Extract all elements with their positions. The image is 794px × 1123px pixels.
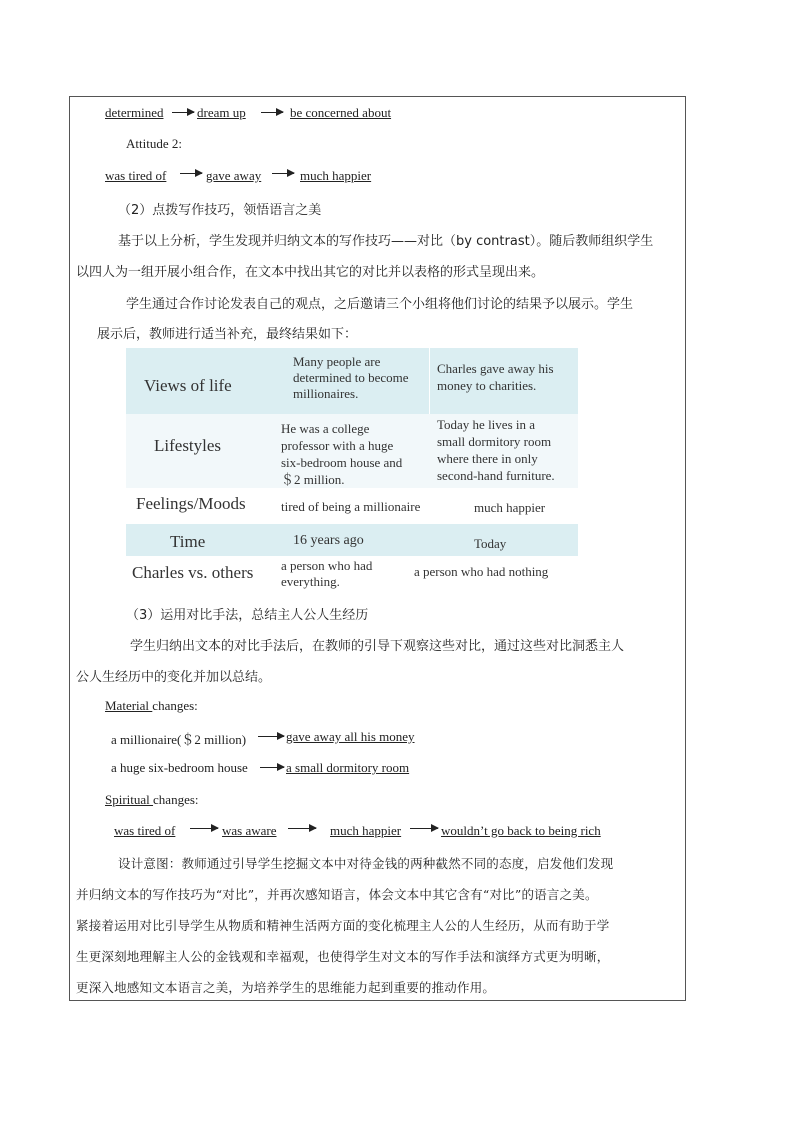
others-col1	[281, 558, 372, 590]
arrow-icon	[260, 767, 284, 768]
cell-line: six-bedroom house and	[281, 455, 403, 470]
spiritual-word: Spiritual	[105, 792, 154, 807]
views-col2	[437, 360, 554, 394]
arrow-icon	[180, 173, 202, 174]
spiritual-word-2: was aware	[222, 823, 277, 838]
attitude2-word-1: was tired of	[105, 168, 167, 183]
design-intent-line-4: 生更深刻地理解主人公的金钱观和幸福观，也使得学生对文本的写作手法和演绎方式更为明晰，	[76, 949, 610, 964]
step2-heading: （2）点拨写作技巧，领悟语言之美	[118, 203, 322, 218]
arrow-icon	[272, 173, 294, 174]
design-intent-line-1: 设计意图：教师通过引导学生挖掘文本中对待金钱的两种截然不同的态度，启发他们发现	[118, 856, 614, 871]
cell-line: money to charities.	[437, 378, 537, 393]
table-row	[126, 524, 578, 556]
material-word: Material	[105, 698, 153, 713]
others-col2: a person who had nothing	[414, 564, 549, 579]
attitude2-word-3: much happier	[300, 168, 372, 183]
arrow-icon	[261, 112, 283, 113]
step3-heading: （3）运用对比手法，总结主人公人生经历	[126, 608, 369, 623]
attitude1-word-1: determined	[105, 105, 164, 120]
cell-line: second-hand furniture.	[437, 468, 555, 483]
cell-line: a person who had	[281, 558, 373, 573]
arrow-icon	[172, 112, 194, 113]
step3-paragraph-line-1: 学生归纳出文本的对比手法后，在教师的引导下观察这些对比，通过这些对比洞悉主人	[130, 639, 625, 654]
time-col1: 16 years ago	[293, 533, 364, 548]
step2-paragraph-2-line-2: 展示后，教师进行适当补充，最终结果如下：	[97, 327, 358, 342]
table-row	[126, 556, 578, 594]
arrow-icon	[258, 736, 284, 737]
cell-line: millionaires.	[293, 386, 359, 401]
arrow-icon	[288, 828, 316, 829]
row-label-time: Time	[170, 532, 206, 551]
material-line2-to: a small dormitory room	[286, 760, 410, 775]
spiritual-suffix: changes:	[153, 792, 199, 807]
lifestyles-col2	[437, 416, 555, 484]
attitude1-word-3: be concerned about	[290, 105, 392, 120]
feelings-col2: much happier	[474, 500, 546, 515]
arrow-icon	[190, 828, 218, 829]
material-suffix: changes:	[152, 698, 198, 713]
table-row	[126, 488, 578, 524]
attitude2-word-2: gave away	[206, 168, 262, 183]
spiritual-word-4: wouldn’t go back to being rich	[441, 823, 601, 838]
spiritual-label	[105, 792, 199, 808]
views-col1	[293, 354, 409, 402]
arrow-icon	[410, 828, 438, 829]
spiritual-word-3: much happier	[330, 823, 402, 838]
row-label-others: Charles vs. others	[132, 563, 254, 582]
cell-line: everything.	[281, 574, 340, 589]
spiritual-word-1: was tired of	[114, 823, 176, 838]
cell-line: ＄2 million.	[281, 472, 345, 487]
design-intent-line-5: 更深入地感知文本语言之美，为培养学生的思维能力起到重要的推动作用。	[76, 980, 496, 995]
step2-paragraph-1-line-1: 基于以上分析，学生发现并归纳文本的写作技巧——对比（by contrast）。随后教师组织学生	[118, 234, 654, 249]
cell-line: determined to become	[293, 370, 409, 385]
step2-paragraph-1-line-2: 以四人为一组开展小组合作，在文本中找出其它的对比并以表格的形式呈现出来。	[76, 265, 545, 280]
cell-line: He was a college	[281, 421, 370, 436]
table-row	[126, 348, 578, 414]
attitude2-label: Attitude 2:	[126, 136, 182, 151]
material-label	[105, 698, 198, 714]
design-intent-line-2: 并归纳文本的写作技巧为“对比”，并再次感知语言，体会文本中其它含有“对比”的语言之美。	[76, 887, 598, 902]
lifestyles-col1	[281, 420, 402, 488]
attitude1-word-2: dream up	[197, 105, 246, 120]
cell-line: Charles gave away his	[437, 361, 554, 376]
cell-divider	[429, 348, 430, 414]
design-intent-line-3: 紧接着运用对比引导学生从物质和精神生活两方面的变化梳理主人公的人生经历，从而有助于学	[76, 918, 610, 933]
material-line1-to: gave away all his money	[286, 729, 415, 744]
comparison-table	[126, 348, 578, 594]
cell-line: where there in only	[437, 451, 538, 466]
table-row	[126, 414, 578, 488]
cell-line: small dormitory room	[437, 434, 552, 449]
cell-line: professor with a huge	[281, 438, 394, 453]
cell-line: Today he lives in a	[437, 417, 536, 432]
time-col2: Today	[474, 536, 507, 551]
feelings-col1: tired of being a millionaire	[281, 499, 421, 514]
cell-line: Many people are	[293, 354, 381, 369]
step2-paragraph-2-line-1: 学生通过合作讨论发表自己的观点，之后邀请三个小组将他们讨论的结果予以展示。学生	[126, 297, 634, 312]
material-line1-from: a millionaire(＄2 million)	[111, 732, 247, 747]
row-label-lifestyles: Lifestyles	[154, 436, 222, 455]
row-label-views: Views of life	[144, 376, 232, 395]
row-label-feelings: Feelings/Moods	[136, 494, 246, 513]
material-line2-from: a huge six-bedroom house	[111, 760, 248, 775]
step3-paragraph-line-2: 公人生经历中的变化并加以总结。	[76, 670, 272, 685]
